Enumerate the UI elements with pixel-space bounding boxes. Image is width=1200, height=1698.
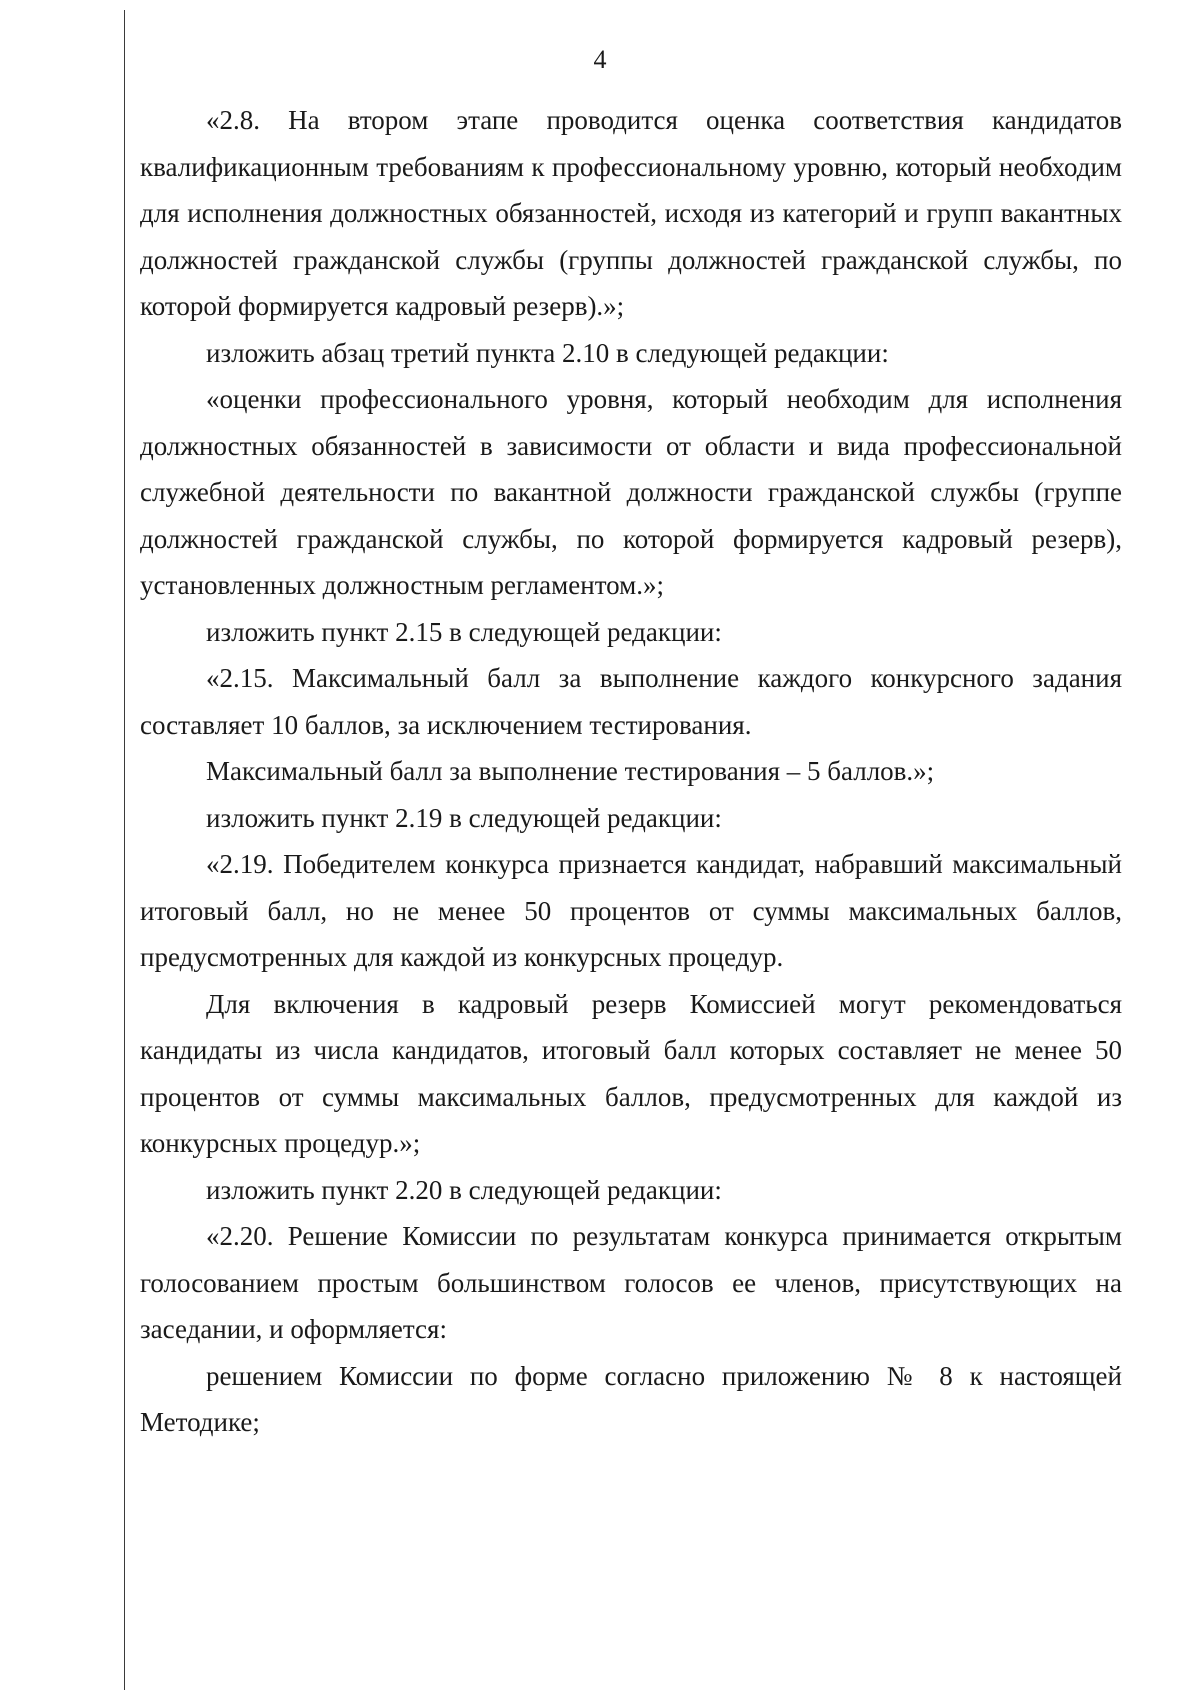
document-body: [140, 97, 1122, 1446]
paragraph-2-20-decision: решением Комиссии по форме согласно приложению № 8 к настоящей Методике;: [140, 1360, 1122, 1437]
paragraph-2-15: «2.15. Максимальный балл за выполнение каждого конкурсного задания составляет 10 баллов, за исключением тестирования.: [140, 663, 1122, 740]
binding-margin-line: [124, 10, 125, 1690]
paragraph-instruction-2-15: изложить пункт 2.15 в следующей редакции:: [206, 616, 722, 647]
paragraph-2-15-testing: Максимальный балл за выполнение тестирования – 5 баллов.»;: [206, 756, 935, 786]
paragraph-2-8: «2.8. На втором этапе проводится оценка соответствия кандидатов квалификационным требованиям к профессиональному уровню, который необходим для исполнения должностных обязанностей, исходя из категорий и групп вакантных должностей гражданской службы (группы должностей гражданской службы, по которой формируется кадровый резерв).»;: [140, 105, 1122, 321]
page-number: 4: [593, 45, 607, 74]
paragraph-2-10-text: «оценки профессионального уровня, который необходим для исполнения должностных обязанностей в зависимости от области и вида профессиональной служебной деятельности по вакантной должности гражданской службы (группе должностей гражданской службы, по которой формируется кадровый резерв), установленных должностным регламентом.»;: [140, 384, 1122, 600]
paragraph-instruction-2-20: изложить пункт 2.20 в следующей редакции:: [206, 1174, 722, 1205]
paragraph-2-19-reserve: Для включения в кадровый резерв Комиссией могут рекомендоваться кандидаты из числа кандидатов, итоговый балл которых составляет не менее 50 процентов от суммы максимальных баллов, предусмотренных для каждой из конкурсных процедур.»;: [140, 988, 1122, 1158]
paragraph-2-20: «2.20. Решение Комиссии по результатам конкурса принимается открытым голосованием простым большинством голосов ее членов, присутствующих на заседании, и оформляется:: [140, 1221, 1122, 1344]
paragraph-instruction-2-10: изложить абзац третий пункта 2.10 в следующей редакции:: [206, 337, 889, 368]
paragraph-instruction-2-19: изложить пункт 2.19 в следующей редакции:: [206, 802, 722, 833]
paragraph-2-19: «2.19. Победителем конкурса признается кандидат, набравший максимальный итоговый балл, но не менее 50 процентов от суммы максимальных баллов, предусмотренных для каждой из конкурсных процедур.: [140, 849, 1122, 972]
